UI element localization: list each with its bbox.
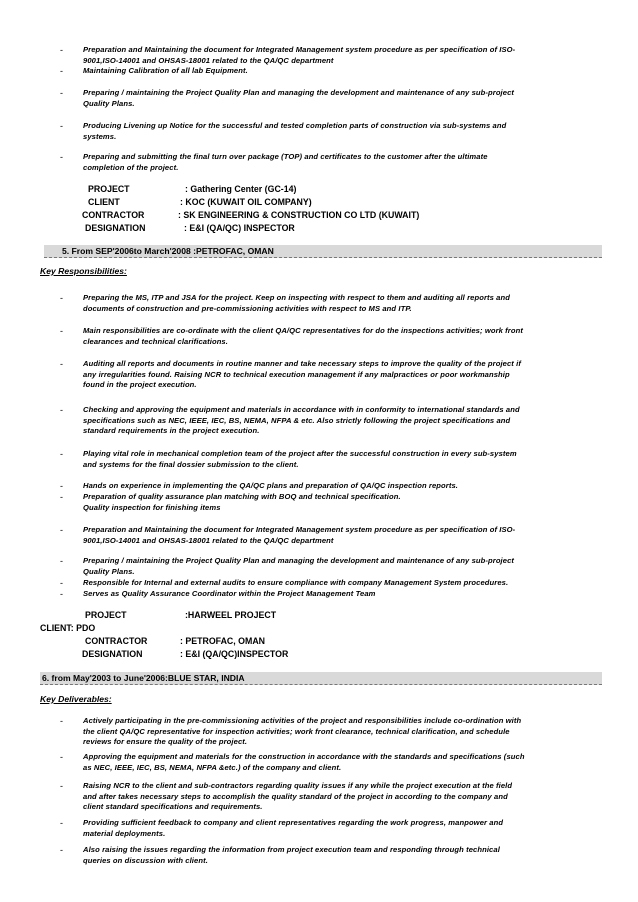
contractor-value: : PETROFAC, OMAN [180, 636, 266, 646]
list-item: - Maintaining Calibration of all lab Equipment. [60, 66, 248, 76]
designation-value: : E&I (QA/QC) INSPECTOR [184, 223, 295, 233]
list-item: - Raising NCR to the client and sub-contractors regarding quality issues if any while the project execution at the field and after takes necessary steps to accomplish the quality standard of the project in according to the company and client standard specifications and requirements. [60, 781, 513, 812]
designation-label: DESIGNATION [85, 223, 146, 233]
section-heading: 5. From SEP'2006to March'2008 :PETROFAC, OMAN [44, 245, 602, 258]
list-item: - Main responsibilities are co-ordinate with the client QA/QC representatives for do the inspections activities; work front clearances and technical clarifications. [60, 326, 523, 346]
list-item: - Preparation of quality assurance plan matching with BOQ and technical specification. Quality inspection for finishing items [60, 492, 401, 512]
list-item: - Providing sufficient feedback to company and client representatives regarding the work progress, manpower and material deployments. [60, 818, 504, 838]
list-item: - Preparation and Maintaining the document for Integrated Management system procedure as per specification of ISO- 9001,ISO-14001 and OHSAS-18001 related to the QA/QC department [60, 45, 516, 65]
client-value: : KOC (KUWAIT OIL COMPANY) [180, 197, 312, 207]
project-value: : Gathering Center (GC-14) [185, 184, 297, 194]
list-item: - Responsible for Internal and external audits to ensure compliance with company Management System procedures. [60, 578, 509, 588]
list-item: - Preparation and Maintaining the document for Integrated Management system procedure as per specification of ISO- 9001,ISO-14001 and OHSAS-18001 related to the QA/QC department [60, 525, 516, 545]
list-item: - Preparing the MS, ITP and JSA for the project. Keep on inspecting with respect to them and auditing all reports and documents of construction and pre-commissioning activities with respect to MS and ITP. [60, 293, 510, 313]
contractor-label: CONTRACTOR [82, 210, 145, 220]
list-item: - Hands on experience in implementing the QA/QC plans and preparation of QA/QC inspection reports. [60, 481, 458, 491]
contractor-value: : SK ENGINEERING & CONSTRUCTION CO LTD (KUWAIT) [178, 210, 420, 220]
contractor-label: CONTRACTOR [85, 636, 148, 646]
key-deliverables-heading: Key Deliverables: [40, 694, 112, 704]
project-label: PROJECT [85, 610, 127, 620]
designation-value: : E&I (QA/QC)INSPECTOR [180, 649, 289, 659]
list-item: - Actively participating in the pre-commissioning activities of the project and responsibilities include co-ordination with the client QA/QC representative for inspection activities; work front clearance, technical clarification, and schedule reviews for ensure the quality of the project. [60, 716, 522, 747]
list-item: - Approving the equipment and materials for the construction in accordance with the standards and specifications (such as NEC, IEEE, IEC, BS, NEMA, NFPA &etc.) of the company and client. [60, 752, 525, 772]
project-label: PROJECT [88, 184, 130, 194]
key-responsibilities-heading: Key Responsibilities: [40, 266, 127, 276]
list-item: - Auditing all reports and documents in routine manner and take necessary steps to improve the quality of the project if any irregularities found. Raising NCR to technical execution management if any malpractices or poor workmanship found in the project execution. [60, 359, 521, 390]
list-item: - Checking and approving the equipment and materials in accordance with in conformity to international standards and specifications such as NEC, IEEE, IEC, BS, NEMA, NFPA & etc. Also strictly following the project specifications and standard requirements in the project execution. [60, 405, 520, 436]
list-item: - Producing Livening up Notice for the successful and tested completion parts of construction via sub-systems and systems. [60, 121, 507, 141]
client-label: CLIENT [88, 197, 120, 207]
designation-label: DESIGNATION [82, 649, 143, 659]
list-item: - Also raising the issues regarding the information from project execution team and responding through technical queries on discussion with client. [60, 845, 500, 865]
section-heading: 6. from May'2003 to June'2006:BLUE STAR, INDIA [40, 672, 602, 685]
list-item: - Preparing and submitting the final turn over package (TOP) and certificates to the customer after the ultimate completion of the project. [60, 152, 488, 172]
client-line: CLIENT: PDO [40, 623, 96, 633]
list-item: - Preparing / maintaining the Project Quality Plan and managing the development and maintenance of any sub-project Quality Plans. [60, 556, 515, 576]
list-item: - Preparing / maintaining the Project Quality Plan and managing the development and maintenance of any sub-project Quality Plans. [60, 88, 515, 108]
project-value: :HARWEEL PROJECT [185, 610, 277, 620]
list-item: - Playing vital role in mechanical completion team of the project after the successful construction in every sub-system and systems for the final dossier submission to the client. [60, 449, 517, 469]
list-item: - Serves as Quality Assurance Coordinator within the Project Management Team [60, 589, 376, 599]
